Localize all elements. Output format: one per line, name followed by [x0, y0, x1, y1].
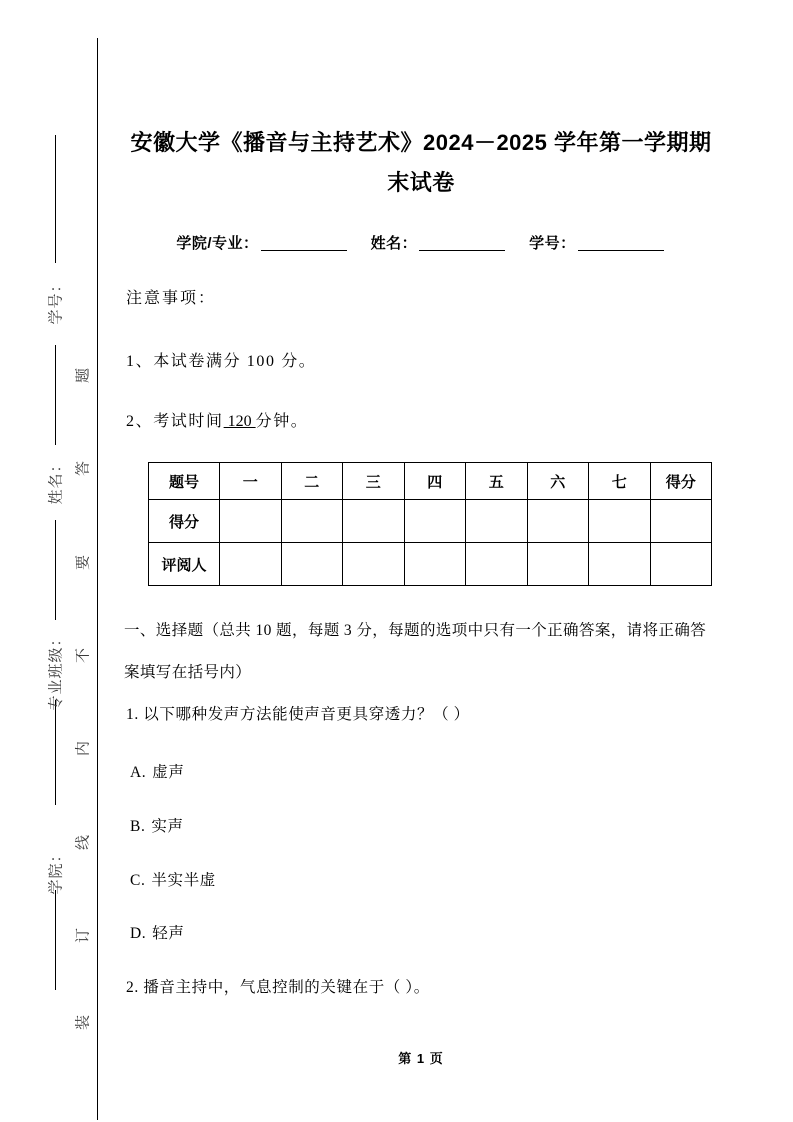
score-cell-total[interactable]	[650, 500, 712, 543]
score-table-header-cell: 三	[343, 463, 405, 500]
score-cell[interactable]	[220, 500, 282, 543]
student-info-line	[124, 232, 718, 253]
notice-2-prefix: 2、考试时间	[126, 413, 224, 430]
table-row	[149, 543, 712, 586]
question-1-option-b[interactable]	[130, 814, 184, 836]
notices-heading: 注意事项：	[126, 290, 217, 307]
field-name[interactable]	[419, 250, 505, 251]
binding-char-1: 题	[75, 368, 92, 384]
score-table-header-cell: 四	[404, 463, 466, 500]
option-mark: B.	[130, 818, 146, 835]
reviewer-cell-total[interactable]	[650, 543, 712, 586]
section-one-heading: 一、选择题（总共 10 题，每题 3 分，每题的选项中只有一个正确答案，请将正确答案填写在括号内）	[124, 622, 707, 681]
score-table-header-label: 题号	[149, 463, 220, 500]
score-table-header-cell: 六	[527, 463, 589, 500]
question-2-text: 2. 播音主持中，气息控制的关键在于（ ）。	[126, 979, 430, 996]
option-mark: C.	[130, 872, 146, 889]
field-student-id[interactable]	[578, 250, 664, 251]
reviewer-cell[interactable]	[343, 543, 405, 586]
binding-label-name: 姓名：	[48, 456, 65, 505]
binding-char-4: 不	[75, 648, 92, 664]
score-table-header-cell: 七	[589, 463, 651, 500]
option-text: 实声	[151, 818, 184, 835]
score-cell[interactable]	[404, 500, 466, 543]
option-text: 半实半虚	[151, 872, 216, 889]
field-college-major[interactable]	[261, 250, 347, 251]
exam-duration-value: 120	[223, 413, 256, 430]
table-row	[149, 500, 712, 543]
notice-item-1: 1、本试卷满分 100 分。	[126, 353, 317, 370]
score-cell[interactable]	[527, 500, 589, 543]
score-row-label: 得分	[149, 500, 220, 543]
score-cell[interactable]	[281, 500, 343, 543]
binding-margin	[0, 0, 110, 1122]
binding-char-2: 答	[75, 461, 92, 477]
option-text: 虚声	[152, 764, 185, 781]
score-table-header-cell: 一	[220, 463, 282, 500]
reviewer-cell[interactable]	[589, 543, 651, 586]
binding-line-segment	[55, 135, 56, 263]
binding-char-3: 要	[75, 555, 92, 571]
binding-char-5: 内	[75, 741, 92, 757]
binding-label-college: 学院：	[48, 846, 65, 895]
reviewer-cell[interactable]	[404, 543, 466, 586]
binding-label-student-id: 学号：	[48, 276, 65, 325]
score-table	[148, 462, 712, 586]
page-title: 安徽大学《播音与主持艺术》2024－2025 学年第一学期期末试卷	[130, 130, 712, 195]
binding-char-6: 线	[75, 835, 92, 851]
score-cell[interactable]	[343, 500, 405, 543]
score-table-header-cell: 五	[466, 463, 528, 500]
score-table-header-total: 得分	[650, 463, 712, 500]
score-cell[interactable]	[466, 500, 528, 543]
score-row-label: 评阅人	[149, 543, 220, 586]
notice-item-2	[126, 408, 308, 431]
notice-2-suffix: 分钟。	[255, 413, 309, 430]
option-mark: D.	[130, 925, 147, 942]
binding-line-main	[97, 38, 98, 1120]
page-footer: 第 1 页	[398, 1051, 444, 1066]
reviewer-cell[interactable]	[220, 543, 282, 586]
binding-label-class: 专业班级：	[48, 630, 65, 711]
score-cell[interactable]	[589, 500, 651, 543]
option-text: 轻声	[152, 925, 185, 942]
label-college-major: 学院/专业：	[176, 235, 259, 252]
reviewer-cell[interactable]	[281, 543, 343, 586]
question-1-option-c[interactable]	[130, 868, 216, 890]
binding-char-8: 装	[75, 1015, 92, 1031]
reviewer-cell[interactable]	[466, 543, 528, 586]
question-1-text: 1. 以下哪种发声方法能使声音更具穿透力？（ ）	[126, 706, 470, 723]
table-row	[149, 463, 712, 500]
binding-line-segment	[55, 520, 56, 620]
option-mark: A.	[130, 764, 147, 781]
binding-char-7: 订	[75, 928, 92, 944]
label-student-id: 学号：	[529, 235, 576, 252]
label-name: 姓名：	[370, 235, 418, 252]
score-table-header-cell: 二	[281, 463, 343, 500]
question-1-option-a[interactable]	[130, 760, 184, 782]
reviewer-cell[interactable]	[527, 543, 589, 586]
question-1-option-d[interactable]	[130, 921, 184, 943]
